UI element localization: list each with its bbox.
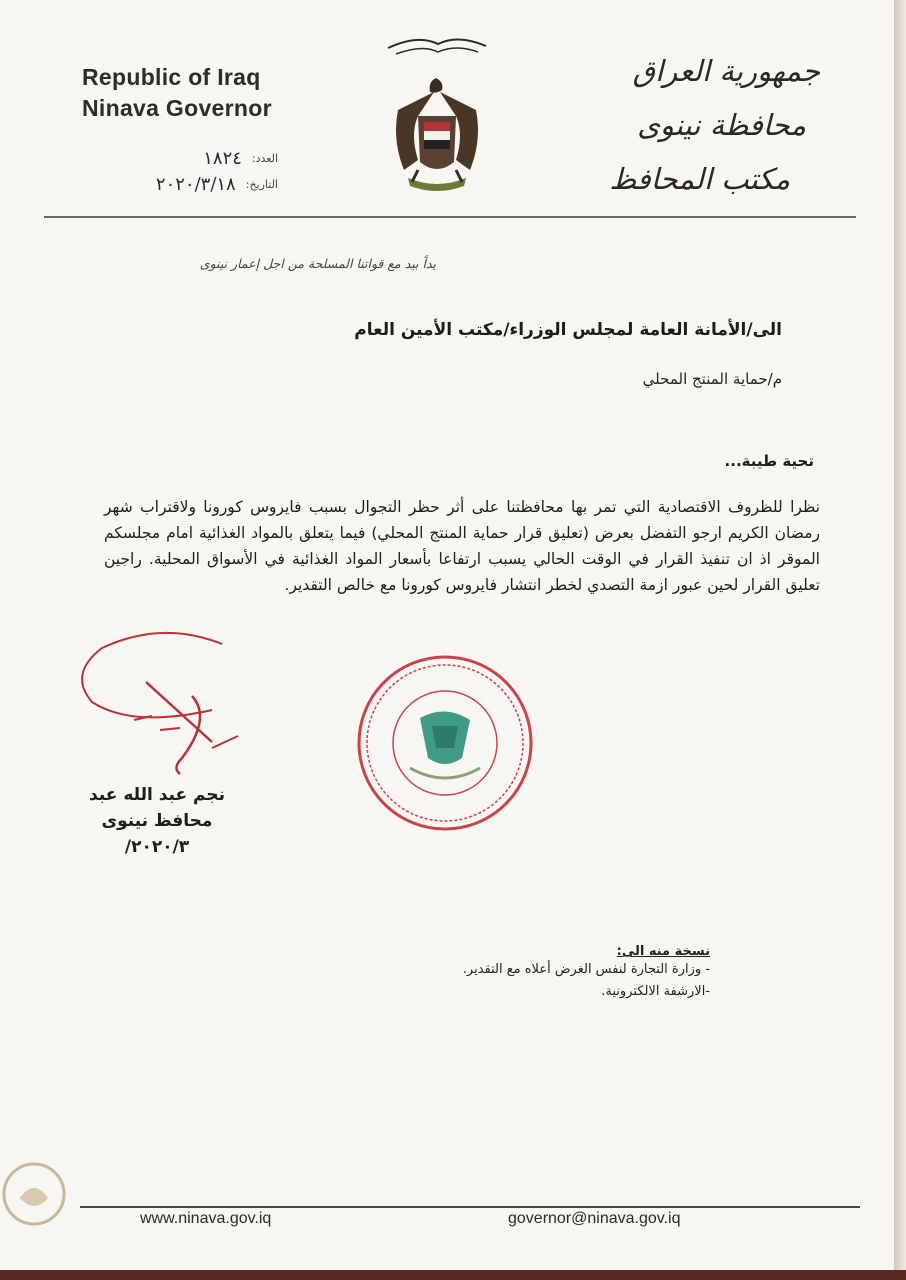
arabic-office: مكتب المحافظ bbox=[609, 162, 790, 196]
greeting: تحية طيبة... bbox=[724, 452, 814, 470]
official-stamp-icon bbox=[350, 648, 540, 838]
handwritten-signature bbox=[62, 618, 272, 788]
subject-line: م/حماية المنتج المحلي bbox=[642, 370, 782, 388]
ref-number-row bbox=[58, 148, 278, 168]
faint-seal-icon bbox=[0, 1148, 76, 1238]
slogan: يداً بيد مع قواتنا المسلحة من اجل إعمار نينوى bbox=[199, 256, 436, 271]
ref-date-label: التاريخ: bbox=[245, 177, 278, 191]
paper-edge bbox=[894, 0, 906, 1280]
signatory-name: نجم عبد الله عبد bbox=[89, 785, 225, 805]
arabic-governorate: محافظة نينوى bbox=[637, 108, 806, 142]
footer-website: www.ninava.gov.iq bbox=[140, 1210, 272, 1227]
copy-to-block bbox=[390, 944, 710, 1003]
ref-number-label: العدد: bbox=[251, 151, 278, 165]
copy-to-title: نسخة منه الى: bbox=[616, 944, 710, 959]
signature-block bbox=[72, 782, 242, 860]
iraq-emblem-icon bbox=[378, 30, 496, 202]
latin-country: Republic of Iraq bbox=[82, 64, 261, 90]
recipient-line: الى/الأمانة العامة لمجلس الوزراء/مكتب الأمين العام bbox=[354, 320, 782, 340]
footer-email: governor@ninava.gov.iq bbox=[508, 1210, 681, 1227]
signatory-title: محافظ نينوى bbox=[101, 811, 213, 831]
copy-to-item: -الارشفة الالكترونية. bbox=[601, 984, 710, 999]
background-surface bbox=[0, 1270, 906, 1280]
footer-divider bbox=[80, 1206, 860, 1208]
latin-office: Ninava Governor bbox=[82, 95, 272, 121]
copy-to-item: - وزارة التجارة لنفس الغرض أعلاه مع التقدير. bbox=[462, 962, 710, 977]
reference-block bbox=[58, 148, 278, 194]
letter-body: نظرا للظروف الاقتصادية التي تمر بها محافظتنا على أثر حظر التجوال بسبب فايروس كورونا ولاقتراب شهر رمضان الكريم ارجو التفضل بعرض (تعليق قرار حماية المنتج المحلي) فيما يتعلق بالمواد الغذائية امام مجلسكم الموقر اذ ان تنفيذ القرار في الوقت الحالي يسبب ارتفاعا بأسعار المواد الغذائية في الأسواق المحلية. راجين تعليق القرار لحين عبور ازمة التصدي لخطر انتشار فايروس كورونا مع خالص التقدير. bbox=[104, 498, 820, 594]
ref-date-row bbox=[58, 174, 278, 194]
ref-date-value: ٢٠٢٠/٣/١٨ bbox=[155, 173, 236, 195]
arabic-country: جمهورية العراق bbox=[632, 54, 820, 88]
latin-letterhead bbox=[82, 62, 272, 124]
ref-number-value: ١٨٢٤ bbox=[203, 147, 242, 169]
arabic-letterhead bbox=[580, 44, 820, 206]
header-divider bbox=[44, 216, 856, 218]
signature-date: ٢٠٢٠/٣/ bbox=[124, 837, 190, 857]
